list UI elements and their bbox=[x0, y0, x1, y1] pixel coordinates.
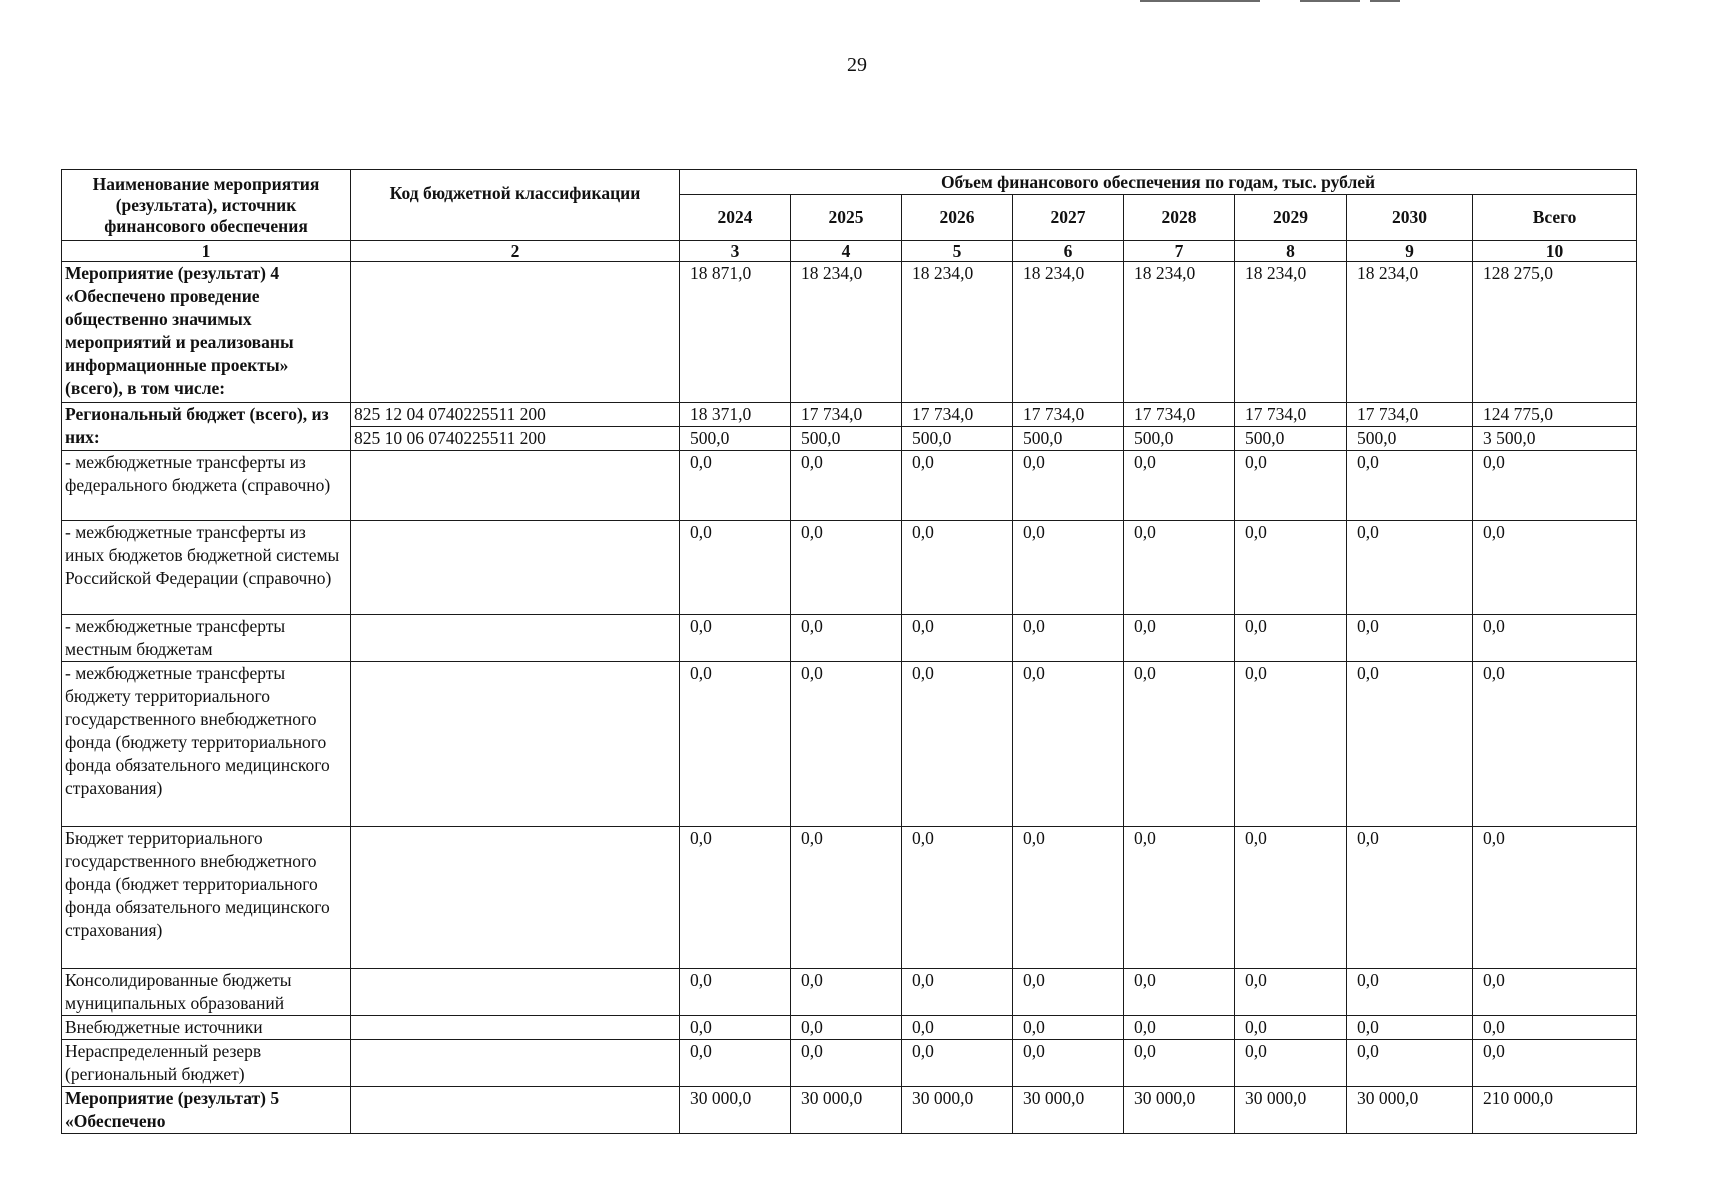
row-value: 0,0 bbox=[680, 662, 791, 827]
column-number: 5 bbox=[902, 241, 1013, 262]
row-value: 0,0 bbox=[1347, 969, 1473, 1016]
column-numbering-row bbox=[62, 241, 1637, 262]
financing-table bbox=[61, 169, 1637, 1134]
table-row bbox=[62, 827, 1637, 969]
header-year: 2027 bbox=[1013, 195, 1124, 241]
row-total: 0,0 bbox=[1473, 662, 1637, 827]
row-value: 0,0 bbox=[1347, 1016, 1473, 1040]
row-value: 0,0 bbox=[902, 1040, 1013, 1087]
scan-artifact bbox=[1140, 0, 1260, 2]
row-value: 0,0 bbox=[1124, 451, 1235, 521]
row-value: 0,0 bbox=[1347, 662, 1473, 827]
row-value: 30 000,0 bbox=[902, 1087, 1013, 1134]
row-value: 0,0 bbox=[1013, 521, 1124, 615]
row-value: 0,0 bbox=[1124, 827, 1235, 969]
row-value: 0,0 bbox=[680, 1040, 791, 1087]
table-row bbox=[62, 662, 1637, 827]
row-value: 0,0 bbox=[1235, 1040, 1347, 1087]
row-value: 17 734,0 bbox=[1347, 403, 1473, 427]
row-name: - межбюджетные трансферты из федерального бюджета (справочно) bbox=[62, 451, 351, 521]
row-value: 500,0 bbox=[902, 427, 1013, 451]
row-value: 0,0 bbox=[902, 615, 1013, 662]
table-row bbox=[62, 969, 1637, 1016]
scan-artifact bbox=[1300, 0, 1360, 2]
row-value: 0,0 bbox=[680, 827, 791, 969]
row-code bbox=[351, 521, 680, 615]
header-year: 2028 bbox=[1124, 195, 1235, 241]
row-value: 18 234,0 bbox=[902, 262, 1013, 403]
row-value: 30 000,0 bbox=[680, 1087, 791, 1134]
column-number: 7 bbox=[1124, 241, 1235, 262]
table-row bbox=[62, 1087, 1637, 1134]
header-year: 2026 bbox=[902, 195, 1013, 241]
row-value: 0,0 bbox=[902, 827, 1013, 969]
row-value: 0,0 bbox=[902, 1016, 1013, 1040]
row-value: 17 734,0 bbox=[1124, 403, 1235, 427]
table-row bbox=[62, 521, 1637, 615]
row-name: Мероприятие (результат) 4 «Обеспечено проведение общественно значимых мероприятий и реализованы информационные проекты» (всего), в том числе: bbox=[62, 262, 351, 403]
row-value: 0,0 bbox=[1124, 1016, 1235, 1040]
row-total: 0,0 bbox=[1473, 969, 1637, 1016]
row-code bbox=[351, 1040, 680, 1087]
table-row bbox=[62, 262, 1637, 403]
row-code bbox=[351, 827, 680, 969]
page-number: 29 bbox=[847, 54, 867, 76]
row-value: 18 371,0 bbox=[680, 403, 791, 427]
row-value: 500,0 bbox=[1235, 427, 1347, 451]
row-value: 0,0 bbox=[791, 615, 902, 662]
row-value: 0,0 bbox=[1347, 1040, 1473, 1087]
header-year: 2025 bbox=[791, 195, 902, 241]
row-value: 0,0 bbox=[1235, 1016, 1347, 1040]
row-value: 17 734,0 bbox=[791, 403, 902, 427]
row-value: 30 000,0 bbox=[791, 1087, 902, 1134]
row-value: 30 000,0 bbox=[1347, 1087, 1473, 1134]
row-value: 0,0 bbox=[680, 521, 791, 615]
header-year: 2024 bbox=[680, 195, 791, 241]
header-volume: Объем финансового обеспечения по годам, тыс. рублей bbox=[680, 170, 1637, 195]
row-name: Консолидированные бюджеты муниципальных образований bbox=[62, 969, 351, 1016]
row-value: 18 234,0 bbox=[1235, 262, 1347, 403]
row-value: 0,0 bbox=[1235, 969, 1347, 1016]
row-value: 30 000,0 bbox=[1124, 1087, 1235, 1134]
row-value: 0,0 bbox=[902, 969, 1013, 1016]
row-value: 0,0 bbox=[791, 662, 902, 827]
row-value: 0,0 bbox=[791, 827, 902, 969]
row-name: - межбюджетные трансферты местным бюджетам bbox=[62, 615, 351, 662]
row-name: Мероприятие (результат) 5 «Обеспечено bbox=[62, 1087, 351, 1134]
column-number: 9 bbox=[1347, 241, 1473, 262]
row-total: 0,0 bbox=[1473, 451, 1637, 521]
row-name: Региональный бюджет (всего), из них: bbox=[62, 403, 351, 451]
row-total: 3 500,0 bbox=[1473, 427, 1637, 451]
row-value: 0,0 bbox=[1347, 615, 1473, 662]
row-value: 0,0 bbox=[1013, 662, 1124, 827]
row-value: 0,0 bbox=[1013, 1016, 1124, 1040]
header-year: 2030 bbox=[1347, 195, 1473, 241]
row-code bbox=[351, 615, 680, 662]
row-value: 17 734,0 bbox=[1013, 403, 1124, 427]
row-value: 18 234,0 bbox=[1347, 262, 1473, 403]
column-number: 3 bbox=[680, 241, 791, 262]
row-code bbox=[351, 451, 680, 521]
header-total: Всего bbox=[1473, 195, 1637, 241]
row-value: 0,0 bbox=[1235, 451, 1347, 521]
row-total: 210 000,0 bbox=[1473, 1087, 1637, 1134]
row-value: 0,0 bbox=[1124, 521, 1235, 615]
column-number: 4 bbox=[791, 241, 902, 262]
row-name: - межбюджетные трансферты бюджету территориального государственного внебюджетного фонда (бюджету территориального фонда обязательного медицинского страхования) bbox=[62, 662, 351, 827]
row-total: 0,0 bbox=[1473, 615, 1637, 662]
row-total: 0,0 bbox=[1473, 1040, 1637, 1087]
row-total: 128 275,0 bbox=[1473, 262, 1637, 403]
row-value: 0,0 bbox=[1235, 662, 1347, 827]
scan-artifact bbox=[1370, 0, 1400, 2]
column-number: 1 bbox=[62, 241, 351, 262]
row-code bbox=[351, 662, 680, 827]
row-value: 17 734,0 bbox=[1235, 403, 1347, 427]
row-value: 0,0 bbox=[680, 615, 791, 662]
header-name: Наименование мероприятия (результата), источник финансового обеспечения bbox=[62, 170, 351, 241]
row-value: 0,0 bbox=[1124, 615, 1235, 662]
row-value: 0,0 bbox=[791, 1016, 902, 1040]
row-value: 0,0 bbox=[1347, 521, 1473, 615]
table-row bbox=[62, 403, 1637, 427]
column-number: 8 bbox=[1235, 241, 1347, 262]
row-value: 0,0 bbox=[1013, 451, 1124, 521]
row-value: 0,0 bbox=[1347, 827, 1473, 969]
row-value: 0,0 bbox=[1124, 1040, 1235, 1087]
row-value: 0,0 bbox=[1013, 969, 1124, 1016]
row-value: 18 871,0 bbox=[680, 262, 791, 403]
row-value: 0,0 bbox=[1124, 969, 1235, 1016]
row-value: 0,0 bbox=[1013, 615, 1124, 662]
row-value: 30 000,0 bbox=[1235, 1087, 1347, 1134]
table-row bbox=[62, 615, 1637, 662]
row-value: 0,0 bbox=[1013, 827, 1124, 969]
table-row bbox=[62, 451, 1637, 521]
row-value: 500,0 bbox=[680, 427, 791, 451]
row-value: 0,0 bbox=[791, 969, 902, 1016]
column-number: 10 bbox=[1473, 241, 1637, 262]
row-code: 825 12 04 0740225511 200 bbox=[351, 403, 680, 427]
column-number: 2 bbox=[351, 241, 680, 262]
row-value: 500,0 bbox=[1124, 427, 1235, 451]
row-value: 0,0 bbox=[1235, 521, 1347, 615]
row-value: 18 234,0 bbox=[791, 262, 902, 403]
row-code bbox=[351, 262, 680, 403]
row-value: 0,0 bbox=[1124, 662, 1235, 827]
row-name: - межбюджетные трансферты из иных бюджетов бюджетной системы Российской Федерации (справочно) bbox=[62, 521, 351, 615]
row-value: 0,0 bbox=[1235, 615, 1347, 662]
row-name: Бюджет территориального государственного внебюджетного фонда (бюджет территориального фонда обязательного медицинского страхования) bbox=[62, 827, 351, 969]
row-value: 0,0 bbox=[902, 451, 1013, 521]
row-name: Внебюджетные источники bbox=[62, 1016, 351, 1040]
row-total: 124 775,0 bbox=[1473, 403, 1637, 427]
row-total: 0,0 bbox=[1473, 1016, 1637, 1040]
row-value: 0,0 bbox=[680, 451, 791, 521]
row-value: 0,0 bbox=[680, 1016, 791, 1040]
row-value: 500,0 bbox=[1013, 427, 1124, 451]
row-value: 0,0 bbox=[902, 521, 1013, 615]
row-code bbox=[351, 1087, 680, 1134]
row-total: 0,0 bbox=[1473, 827, 1637, 969]
row-value: 17 734,0 bbox=[902, 403, 1013, 427]
row-value: 0,0 bbox=[680, 969, 791, 1016]
row-value: 0,0 bbox=[902, 662, 1013, 827]
row-value: 18 234,0 bbox=[1124, 262, 1235, 403]
row-value: 0,0 bbox=[791, 521, 902, 615]
header-year: 2029 bbox=[1235, 195, 1347, 241]
row-value: 30 000,0 bbox=[1013, 1087, 1124, 1134]
row-code bbox=[351, 969, 680, 1016]
row-value: 500,0 bbox=[1347, 427, 1473, 451]
row-code bbox=[351, 1016, 680, 1040]
header-code: Код бюджетной классификации bbox=[351, 170, 680, 241]
row-code: 825 10 06 0740225511 200 bbox=[351, 427, 680, 451]
row-name: Нераспределенный резерв (региональный бюджет) bbox=[62, 1040, 351, 1087]
row-value: 0,0 bbox=[791, 1040, 902, 1087]
row-value: 18 234,0 bbox=[1013, 262, 1124, 403]
row-value: 0,0 bbox=[1235, 827, 1347, 969]
row-total: 0,0 bbox=[1473, 521, 1637, 615]
table-row bbox=[62, 1040, 1637, 1087]
row-value: 0,0 bbox=[791, 451, 902, 521]
row-value: 0,0 bbox=[1347, 451, 1473, 521]
row-value: 500,0 bbox=[791, 427, 902, 451]
table-row bbox=[62, 1016, 1637, 1040]
column-number: 6 bbox=[1013, 241, 1124, 262]
row-value: 0,0 bbox=[1013, 1040, 1124, 1087]
